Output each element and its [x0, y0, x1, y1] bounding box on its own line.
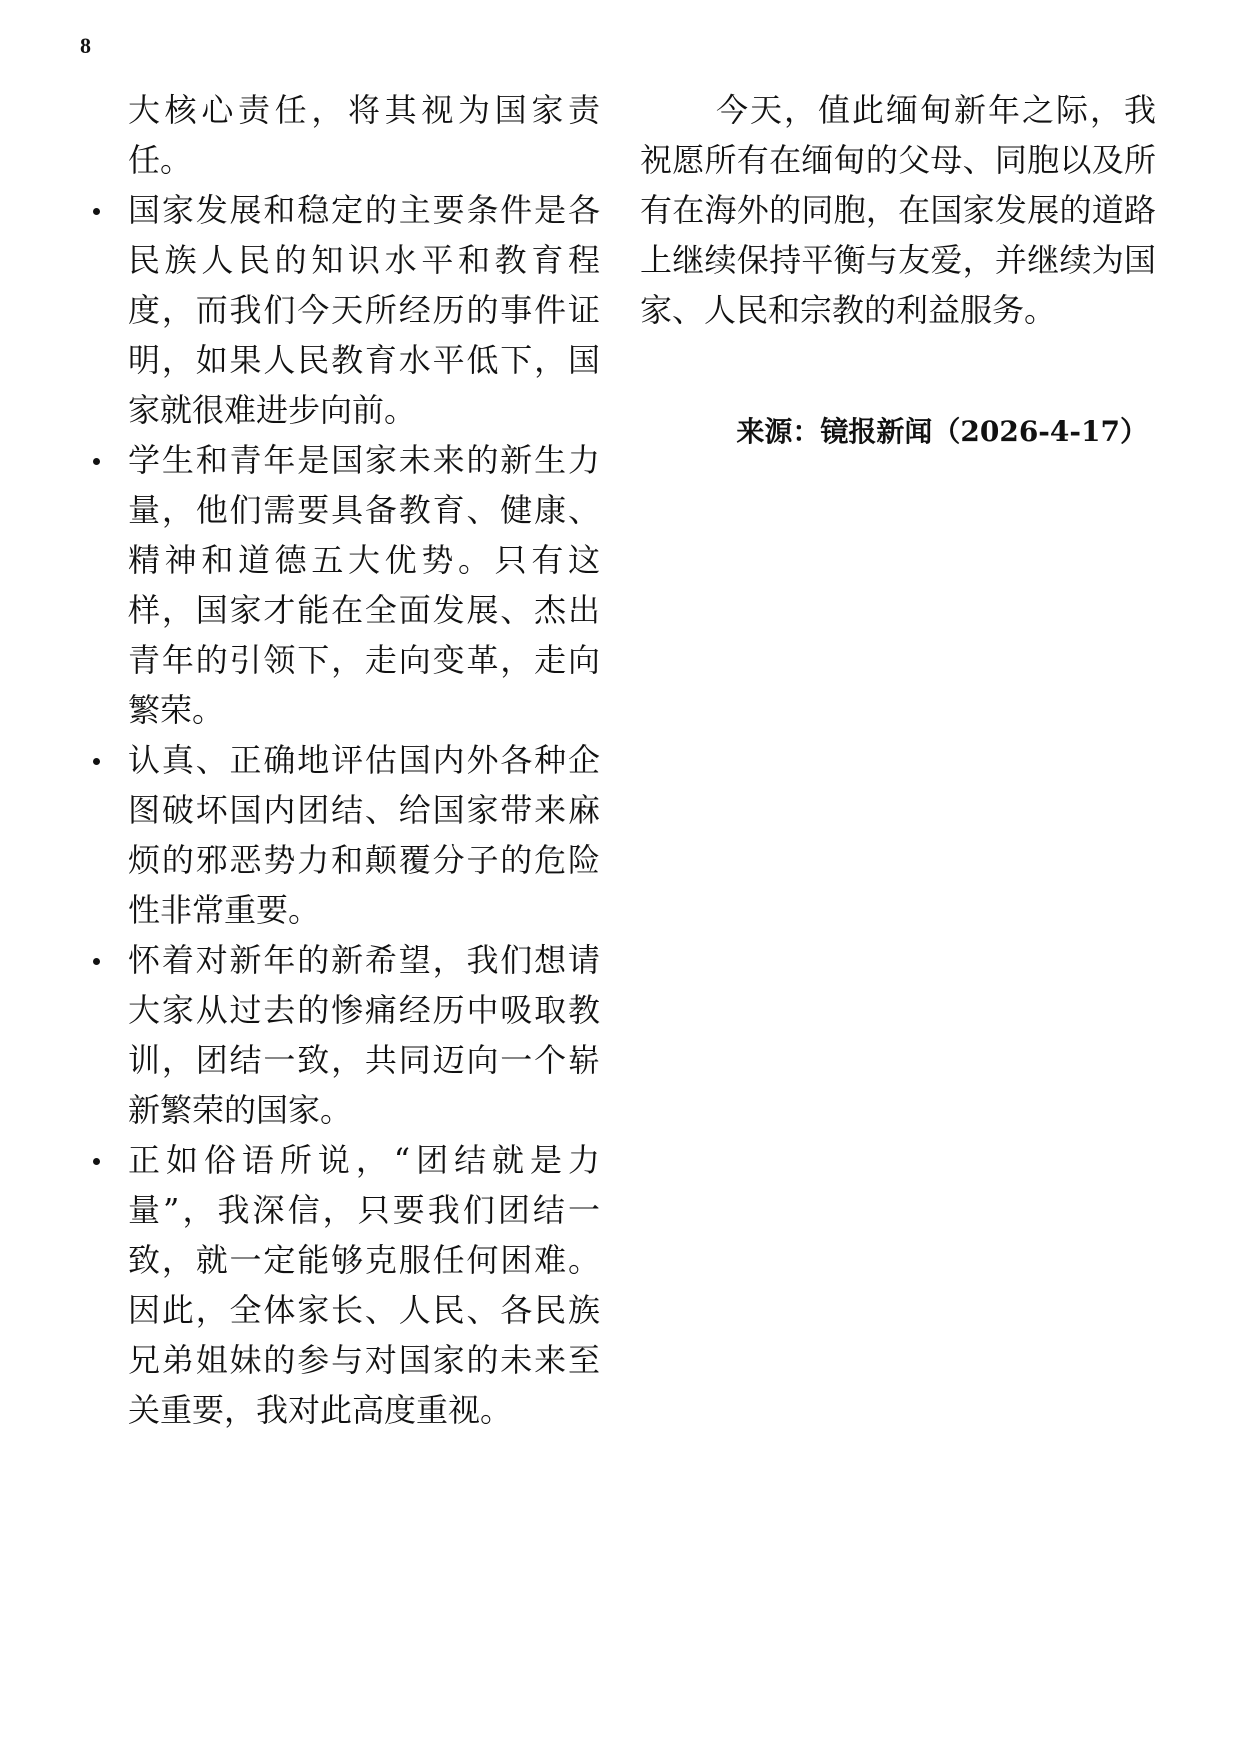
new-year-wish-paragraph: 今天，值此缅甸新年之际，我祝愿所有在缅甸的父母、同胞以及所有在海外的同胞，在国家发展的道路上继续保持平衡与友爱，并继续为国家、人民和宗教的利益服务。 [640, 91, 1156, 329]
bullet-text: 正如俗语所说，“团结就是力量”，我深信，只要我们团结一致，就一定能够克服任何困难。因此，全体家长、人民、各民族兄弟姐妹的参与对国家的未来至关重要，我对此高度重视。 [128, 1141, 600, 1429]
bullet-list [90, 185, 600, 1435]
source-citation: 来源：镜报新闻（2026-4-17） [736, 415, 1148, 448]
left-column [90, 85, 600, 1435]
right-column [640, 85, 1156, 452]
bullet-text: 怀着对新年的新希望，我们想请大家从过去的惨痛经历中吸取教训，团结一致，共同迈向一个崭新繁荣的国家。 [128, 941, 600, 1129]
bullet-icon [93, 758, 100, 765]
bullet-item [90, 435, 600, 735]
bullet-item [90, 735, 600, 935]
bullet-item [90, 935, 600, 1135]
bullet-icon [93, 208, 100, 215]
continued-paragraph: 大核心责任，将其视为国家责任。 [128, 91, 600, 179]
bullet-icon [93, 1158, 100, 1165]
bullet-item [90, 1135, 600, 1435]
bullet-text: 学生和青年是国家未来的新生力量，他们需要具备教育、健康、精神和道德五大优势。只有这样，国家才能在全面发展、杰出青年的引领下，走向变革，走向繁荣。 [128, 441, 600, 729]
bullet-icon [93, 458, 100, 465]
bullet-item [90, 185, 600, 435]
page-number: 8 [80, 33, 91, 58]
bullet-text: 国家发展和稳定的主要条件是各民族人民的知识水平和教育程度，而我们今天所经历的事件证明，如果人民教育水平低下，国家就很难进步向前。 [128, 191, 600, 429]
bullet-icon [93, 958, 100, 965]
bullet-text: 认真、正确地评估国内外各种企图破坏国内团结、给国家带来麻烦的邪恶势力和颠覆分子的危险性非常重要。 [128, 741, 600, 929]
